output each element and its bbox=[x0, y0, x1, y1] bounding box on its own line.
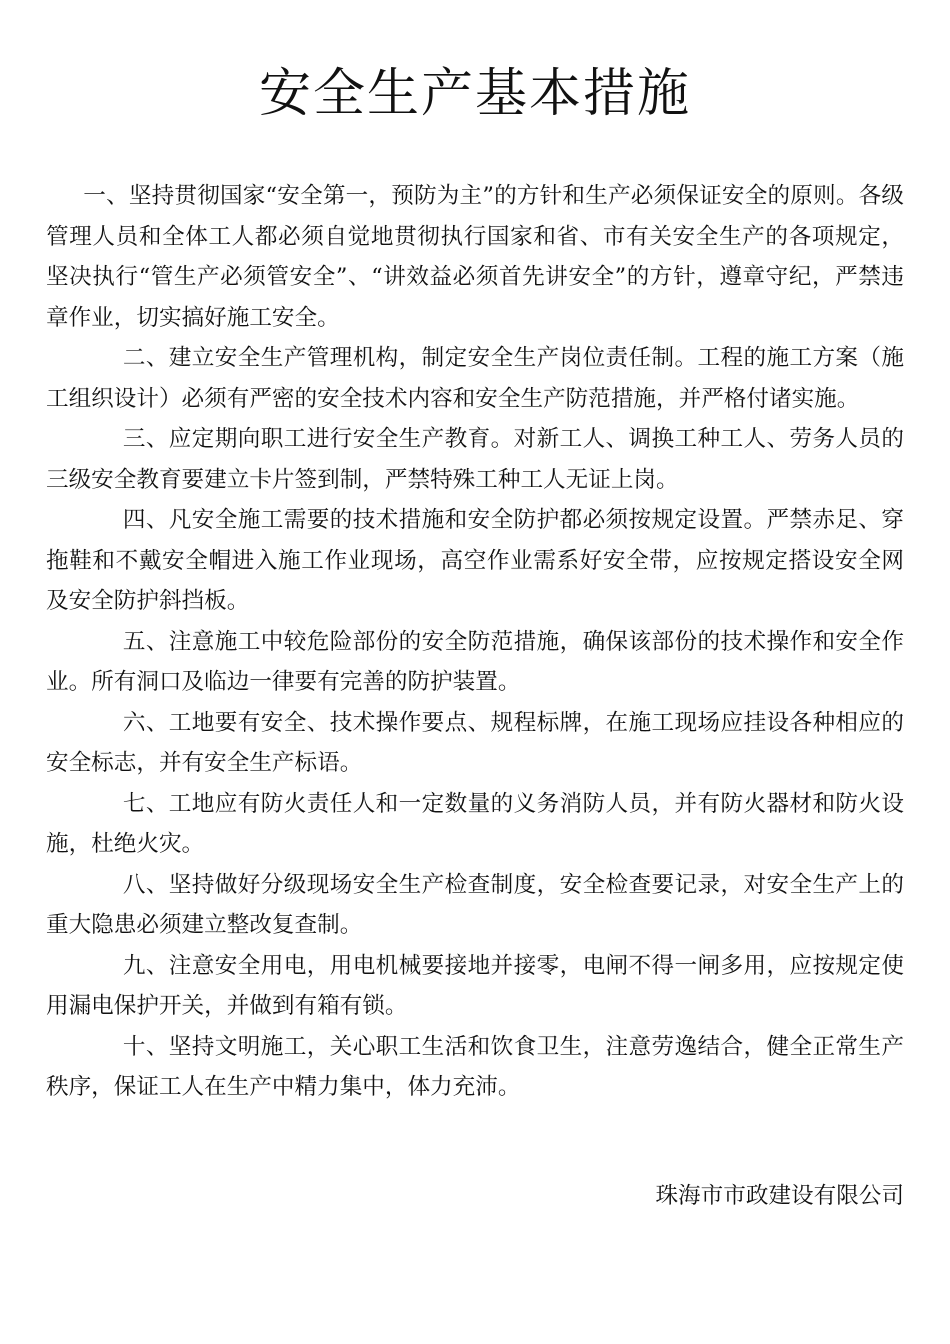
paragraph-3: 三、应定期向职工进行安全生产教育。对新工人、调换工种工人、劳务人员的三级安全教育要建立卡片签到制，严禁特殊工种工人无证上岗。 bbox=[46, 426, 904, 493]
paragraph-6: 六、工地要有安全、技术操作要点、规程标牌，在施工现场应挂设各种相应的安全标志，并有安全生产标语。 bbox=[46, 709, 904, 776]
paragraph-5: 五、注意施工中较危险部份的安全防范措施，确保该部份的技术操作和安全作业。所有洞口及临边一律要有完善的防护装置。 bbox=[46, 628, 904, 695]
paragraph-2: 二、建立安全生产管理机构，制定安全生产岗位责任制。工程的施工方案（施工组织设计）必须有严密的安全技术内容和安全生产防范措施，并严格付诸实施。 bbox=[46, 345, 904, 412]
document-title: 安全生产基本措施 bbox=[258, 64, 691, 124]
paragraph-1: 一、坚持贯彻国家“安全第一，预防为主”的方针和生产必须保证安全的原则。各级管理人员和全体工人都必须自觉地贯彻执行国家和省、市有关安全生产的各项规定，坚决执行“管生产必须管安全”、“讲效益必须首先讲安全”的方针，遵章守纪，严禁违章作业，切实搞好施工安全。 bbox=[46, 183, 904, 331]
paragraph-7: 七、工地应有防火责任人和一定数量的义务消防人员，并有防火器材和防火设施，杜绝火灾。 bbox=[46, 790, 904, 857]
paragraph-4: 四、凡安全施工需要的技术措施和安全防护都必须按规定设置。严禁赤足、穿拖鞋和不戴安全帽进入施工作业现场，高空作业需系好安全带，应按规定搭设安全网及安全防护斜挡板。 bbox=[46, 507, 904, 614]
paragraph-9: 九、注意安全用电，用电机械要接地并接零，电闸不得一闸多用，应按规定使用漏电保护开关，并做到有箱有锁。 bbox=[46, 952, 904, 1019]
paragraph-10: 十、坚持文明施工，关心职工生活和饮食卫生，注意劳逸结合，健全正常生产秩序，保证工人在生产中精力集中，体力充沛。 bbox=[46, 1033, 904, 1100]
company-signature: 珠海市市政建设有限公司 bbox=[655, 1183, 904, 1209]
paragraph-8: 八、坚持做好分级现场安全生产检查制度，安全检查要记录，对安全生产上的重大隐患必须建立整改复查制。 bbox=[46, 871, 904, 938]
document-body bbox=[46, 176, 904, 1108]
